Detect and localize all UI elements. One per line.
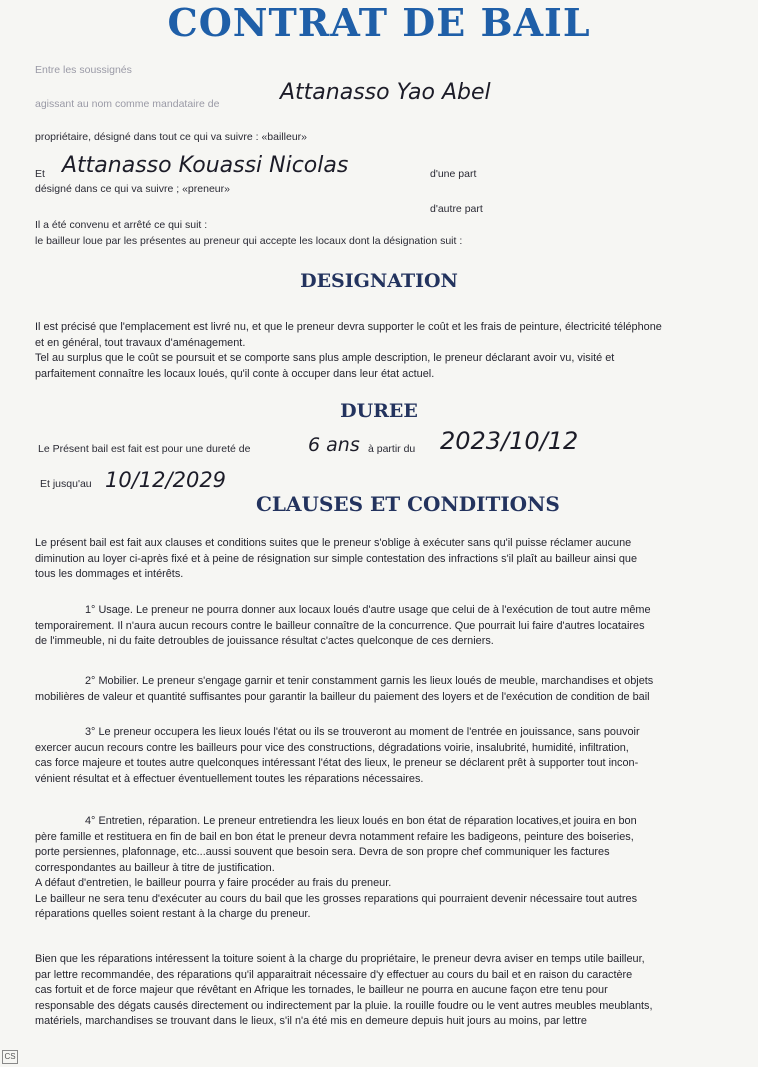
clause-line: matériels, marchandises se trouvant dans le lieux, s'il n'a été mis en demeure depuis huit jours au moins, par lettre xyxy=(35,1015,587,1027)
clause-mobilier xyxy=(35,674,735,705)
proprietaire-line: propriétaire, désigné dans tout ce qui va suivre : «bailleur» xyxy=(35,131,307,143)
clause-line: Le bailleur ne sera tenu d'exécuter au cours du bail que les grosses reparations qui pourraient devenir nécessaire tout autres xyxy=(35,892,638,905)
mandant-name-handwritten: Attanasso Yao Abel xyxy=(280,80,491,105)
preneur-name-handwritten: Attanasso Kouassi Nicolas xyxy=(62,153,349,178)
duree-heading: DUREE xyxy=(340,400,418,422)
clause-line: de l'immeuble, ni du faite detroubles de jouissance résultat c'actes quelconque de ces derniers. xyxy=(35,635,494,647)
clause-line: exercer aucun recours contre les bailleurs pour vice des constructions, dégradations voirie, insalubrité, humidité, infiltration, xyxy=(35,741,629,754)
document-title: CONTRAT DE BAIL xyxy=(167,0,591,45)
clauses-intro xyxy=(35,536,735,583)
loue-line: le bailleur loue par les présentes au preneur qui accepte les locaux dont la désignation suit : xyxy=(35,235,463,247)
designation-heading: DESIGNATION xyxy=(300,270,458,292)
clause-entretien xyxy=(35,814,735,923)
from-label: à partir du xyxy=(368,443,416,455)
from-date-handwritten: 2023/10/12 xyxy=(440,427,579,455)
designation-line: parfaitement connaître les locaux loués, qu'il conte à occuper dans leur état actuel. xyxy=(35,367,435,380)
clause-etat-lieux xyxy=(35,725,735,787)
clause-line: vénient résultat et à effectuer éventuellement toutes les réparations nécessaires. xyxy=(35,772,424,785)
convenu-line: Il a été convenu et arrêté ce qui suit : xyxy=(35,219,208,231)
designation-line: Il est précisé que l'emplacement est livré nu, et que le preneur devra supporter le coût et les frais de peinture, électricité téléphone xyxy=(35,321,662,333)
clause-line: 3° Le preneur occupera les lieux loués l'état ou ils se trouveront au moment de l'entrée en jouissance, sans pouvoir xyxy=(85,726,640,738)
clause-line: 1° Usage. Le preneur ne pourra donner aux locaux loués d'autre usage que celui de à l'exécution de tout autre même xyxy=(85,604,651,616)
clause-usage xyxy=(35,603,735,650)
duree-label: Le Présent bail est fait est pour une dureté de xyxy=(38,443,251,455)
clause-line: responsable des dégats causés directement ou indirectement par la pluie. la rouille foudre ou le vent autres meubles meublants, xyxy=(35,999,653,1012)
designation-line: Tel au surplus que le coût se poursuit et se comporte sans plus ample description, le preneur déclarant avoir vu, visité et xyxy=(35,352,615,364)
autre-part-label: d'autre part xyxy=(430,203,483,215)
entre-line: Entre les soussignés xyxy=(35,64,132,76)
designation-line: et en général, tout travaux d'aménagement. xyxy=(35,336,246,349)
clause-line: cas fortuit et de force majeur que révêtant en Afrique les tornades, le bailleur ne pourra en aucune façon etre tenu pour xyxy=(35,984,608,996)
until-label: Et jusqu'au xyxy=(40,478,92,490)
clause-line: A défaut d'entretien, le bailleur pourra y faire procéder au frais du preneur. xyxy=(35,877,392,889)
clause-line: temporairement. Il n'aura aucun recours contre le bailleur connaître de la concurrence. Que pourrait lui faire d'autres locataires xyxy=(35,619,645,632)
clause-line: tous les dommages et intérêts. xyxy=(35,568,184,580)
clause-line: Bien que les réparations intéressent la toiture soient à la charge du propriétaire, le preneur devra aviser en temps utile bailleur, xyxy=(35,953,645,965)
clause-line: porte persiennes, plafonnage, etc...aussi souvent que besoin sera. Devra de son propre chef communiquer les factures xyxy=(35,846,610,858)
clause-line: par lettre recommandée, des réparations qu'il apparaitrait nécessaire d'y effectuer au cours du bail et en raison du caractère xyxy=(35,968,633,981)
une-part-label: d'une part xyxy=(430,168,477,180)
clause-line: diminution au loyer ci-après fixé et à peine de résignation sur simple contestation des infractions s'il plaît au bailleur ainsi que xyxy=(35,552,638,565)
clause-line: 2° Mobilier. Le preneur s'engage garnir et tenir constamment garnis les lieux loués de meuble, marchandises et objets xyxy=(85,675,654,687)
clause-line: cas force majeure et toutes autre quelconques intéressant l'état des lieux, le preneur se déclarent prêt à supporter tout incon- xyxy=(35,757,639,769)
et-label: Et xyxy=(35,168,45,180)
duree-value-handwritten: 6 ans xyxy=(308,434,360,456)
clause-line: réparations quelles soient restant à la charge du preneur. xyxy=(35,908,311,920)
scanner-watermark: CS xyxy=(2,1050,18,1064)
clause-line: correspondantes au bailleur à titre de justification. xyxy=(35,861,275,874)
designe-line: désigné dans ce qui va suivre ; «preneur» xyxy=(35,183,230,195)
designation-text xyxy=(35,320,735,382)
clauses-heading: CLAUSES ET CONDITIONS xyxy=(256,492,560,516)
clause-line: père famille et restituera en fin de bail en bon état le preneur devra notamment refaire les badigeons, peinture des boiseries, xyxy=(35,830,634,843)
clause-line: 4° Entretien, réparation. Le preneur entretiendra les lieux loués en bon état de réparation locatives,et jouira en bon xyxy=(85,815,637,827)
clause-line: Le présent bail est fait aux clauses et conditions suites que le preneur s'oblige à exécuter sans qu'il puisse réclamer aucune xyxy=(35,537,632,549)
agissant-line: agissant au nom comme mandataire de xyxy=(35,98,220,110)
until-date-handwritten: 10/12/2029 xyxy=(105,468,227,492)
clause-toiture xyxy=(35,952,735,1030)
clause-line: mobilières de valeur et quantité suffisantes pour garantir la bailleur du paiement des loyers et de l'exécution de condition de bail xyxy=(35,690,650,703)
